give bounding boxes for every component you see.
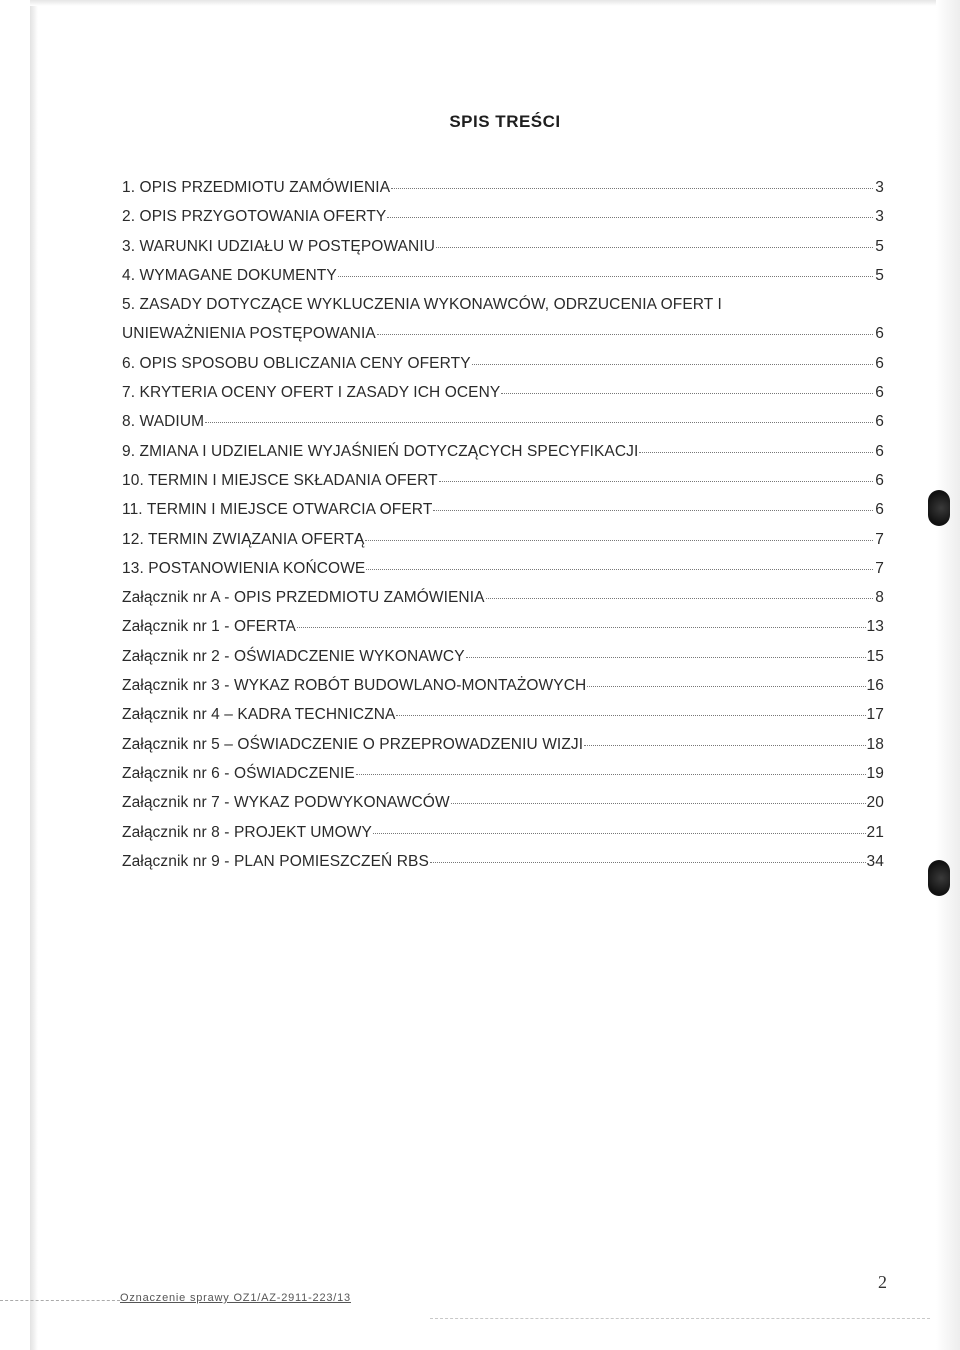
toc-leader-dots <box>451 803 866 804</box>
toc-leader-dots <box>466 657 866 658</box>
toc-row <box>122 730 884 759</box>
toc-leader-dots <box>433 510 873 511</box>
toc-leader-dots <box>501 393 873 394</box>
binder-hole <box>928 490 950 526</box>
toc-page-number: 6 <box>875 413 884 431</box>
toc-leader-dots <box>377 334 873 335</box>
toc-page-number: 19 <box>866 764 884 782</box>
page-edge-left <box>30 0 38 1350</box>
toc-entry-text: 1. OPIS PRZEDMIOTU ZAMÓWIENIA <box>122 179 391 196</box>
toc-row <box>122 642 884 671</box>
toc-row <box>122 349 884 378</box>
toc-leader-dots <box>439 481 873 482</box>
toc-entry-text: 10. TERMIN I MIEJSCE SKŁADANIA OFERT <box>122 471 438 489</box>
toc-row <box>122 232 884 261</box>
toc-page-number: 5 <box>875 237 884 255</box>
page-number: 2 <box>878 1272 887 1292</box>
toc-page-number: 15 <box>866 647 884 665</box>
document-title: SPIS TREŚCI <box>449 112 561 131</box>
toc-page-number: 6 <box>875 325 884 343</box>
toc-entry-text: 13. POSTANOWIENIA KOŃCOWE <box>122 559 366 577</box>
toc-entry-text: Załącznik nr 7 - WYKAZ PODWYKONAWCÓW <box>122 794 450 812</box>
toc-page-number: 13 <box>866 618 884 636</box>
toc-leader-dots <box>338 276 873 277</box>
toc-row <box>122 847 884 876</box>
toc-page-number: 17 <box>866 706 884 724</box>
binder-hole <box>928 860 950 896</box>
toc-page-number: 3 <box>875 208 884 226</box>
toc-page-number: 16 <box>866 677 884 695</box>
toc-entry-text: 12. TERMIN ZWIĄZANIA OFERTĄ <box>122 530 365 548</box>
toc-entry-text: Załącznik nr 9 - PLAN POMIESZCZEŃ RBS <box>122 852 429 870</box>
toc-entry-text: 6. OPIS SPOSOBU OBLICZANIA CENY OFERTY <box>122 354 471 372</box>
toc-row <box>122 759 884 788</box>
toc-row <box>122 583 884 612</box>
footer-rule <box>0 1300 120 1301</box>
toc-leader-dots <box>366 569 873 570</box>
toc-entry-text: Załącznik nr 8 - PROJEKT UMOWY <box>122 823 372 841</box>
toc-leader-dots <box>584 745 865 746</box>
toc-row <box>122 466 884 495</box>
toc-row <box>122 525 884 554</box>
toc-leader-dots <box>365 540 873 541</box>
toc-page-number: 6 <box>875 354 884 372</box>
toc-page-number: 18 <box>866 735 884 753</box>
page-edge-right <box>936 0 960 1350</box>
toc-row <box>122 612 884 641</box>
toc-leader-dots <box>396 715 865 716</box>
toc-leader-dots <box>391 188 873 189</box>
toc-row <box>122 202 884 231</box>
toc-leader-dots <box>373 833 866 834</box>
toc-page-number: 6 <box>875 501 884 519</box>
toc-page-number: 6 <box>875 442 884 460</box>
toc-row <box>122 437 884 466</box>
toc-entry-text: Załącznik nr 1 - OFERTA <box>122 618 296 636</box>
toc-entry-text: Załącznik nr 4 – KADRA TECHNICZNA <box>122 706 396 724</box>
toc-entry-text: Załącznik nr 2 - OŚWIADCZENIE WYKONAWCY <box>122 647 465 665</box>
toc-page-number: 6 <box>875 471 884 489</box>
toc-page-number: 34 <box>866 852 884 870</box>
table-of-contents <box>122 173 884 876</box>
toc-entry-text: 4. WYMAGANE DOKUMENTY <box>122 266 337 284</box>
toc-leader-dots <box>430 862 866 863</box>
toc-row <box>122 290 884 319</box>
toc-entry-text: Załącznik nr 3 - WYKAZ ROBÓT BUDOWLANO-MONTAŻOWYCH <box>122 677 587 695</box>
toc-entry-text: 5. ZASADY DOTYCZĄCE WYKLUCZENIA WYKONAWCÓW, ODRZUCENIA OFERT I <box>122 296 722 314</box>
toc-row <box>122 261 884 290</box>
toc-page-number: 3 <box>875 179 884 196</box>
toc-leader-dots <box>587 686 865 687</box>
toc-row <box>122 378 884 407</box>
toc-entry-text: 8. WADIUM <box>122 413 205 431</box>
toc-row <box>122 319 884 348</box>
toc-entry-text: Załącznik nr 5 – OŚWIADCZENIE O PRZEPROWADZENIU WIZJI <box>122 735 584 753</box>
toc-row <box>122 788 884 817</box>
toc-page-number: 5 <box>875 266 884 284</box>
toc-row <box>122 407 884 436</box>
toc-entry-text: 3. WARUNKI UDZIAŁU W POSTĘPOWANIU <box>122 237 436 255</box>
toc-entry-text: 2. OPIS PRZYGOTOWANIA OFERTY <box>122 208 387 226</box>
footer-rule <box>430 1318 930 1319</box>
toc-entry-text: 11. TERMIN I MIEJSCE OTWARCIA OFERT <box>122 501 433 519</box>
toc-leader-dots <box>387 217 873 218</box>
toc-leader-dots <box>356 774 866 775</box>
toc-page-number: 21 <box>866 823 884 841</box>
toc-row <box>122 495 884 524</box>
toc-entry-text: 7. KRYTERIA OCENY OFERT I ZASADY ICH OCENY <box>122 384 501 402</box>
toc-entry-text: UNIEWAŻNIENIA POSTĘPOWANIA <box>122 325 376 343</box>
toc-page-number: 7 <box>875 559 884 577</box>
case-reference: Oznaczenie sprawy OZ1/AZ-2911-223/13 <box>120 1292 351 1304</box>
toc-row <box>122 671 884 700</box>
toc-row <box>122 173 884 202</box>
toc-leader-dots <box>205 422 873 423</box>
toc-page-number: 6 <box>875 384 884 402</box>
toc-page-number: 7 <box>875 530 884 548</box>
toc-page-number: 20 <box>866 794 884 812</box>
toc-row <box>122 700 884 729</box>
page-edge-top <box>30 0 960 6</box>
toc-page-number: 8 <box>875 589 884 607</box>
toc-entry-text: 9. ZMIANA I UDZIELANIE WYJAŚNIEŃ DOTYCZĄCYCH SPECYFIKACJI <box>122 442 639 460</box>
toc-leader-dots <box>297 627 866 628</box>
toc-leader-dots <box>472 364 873 365</box>
toc-leader-dots <box>639 452 873 453</box>
toc-leader-dots <box>486 598 873 599</box>
toc-row <box>122 554 884 583</box>
toc-row <box>122 818 884 847</box>
toc-entry-text: Załącznik nr 6 - OŚWIADCZENIE <box>122 764 355 782</box>
toc-entry-text: Załącznik nr A - OPIS PRZEDMIOTU ZAMÓWIENIA <box>122 589 485 607</box>
toc-leader-dots <box>436 247 873 248</box>
